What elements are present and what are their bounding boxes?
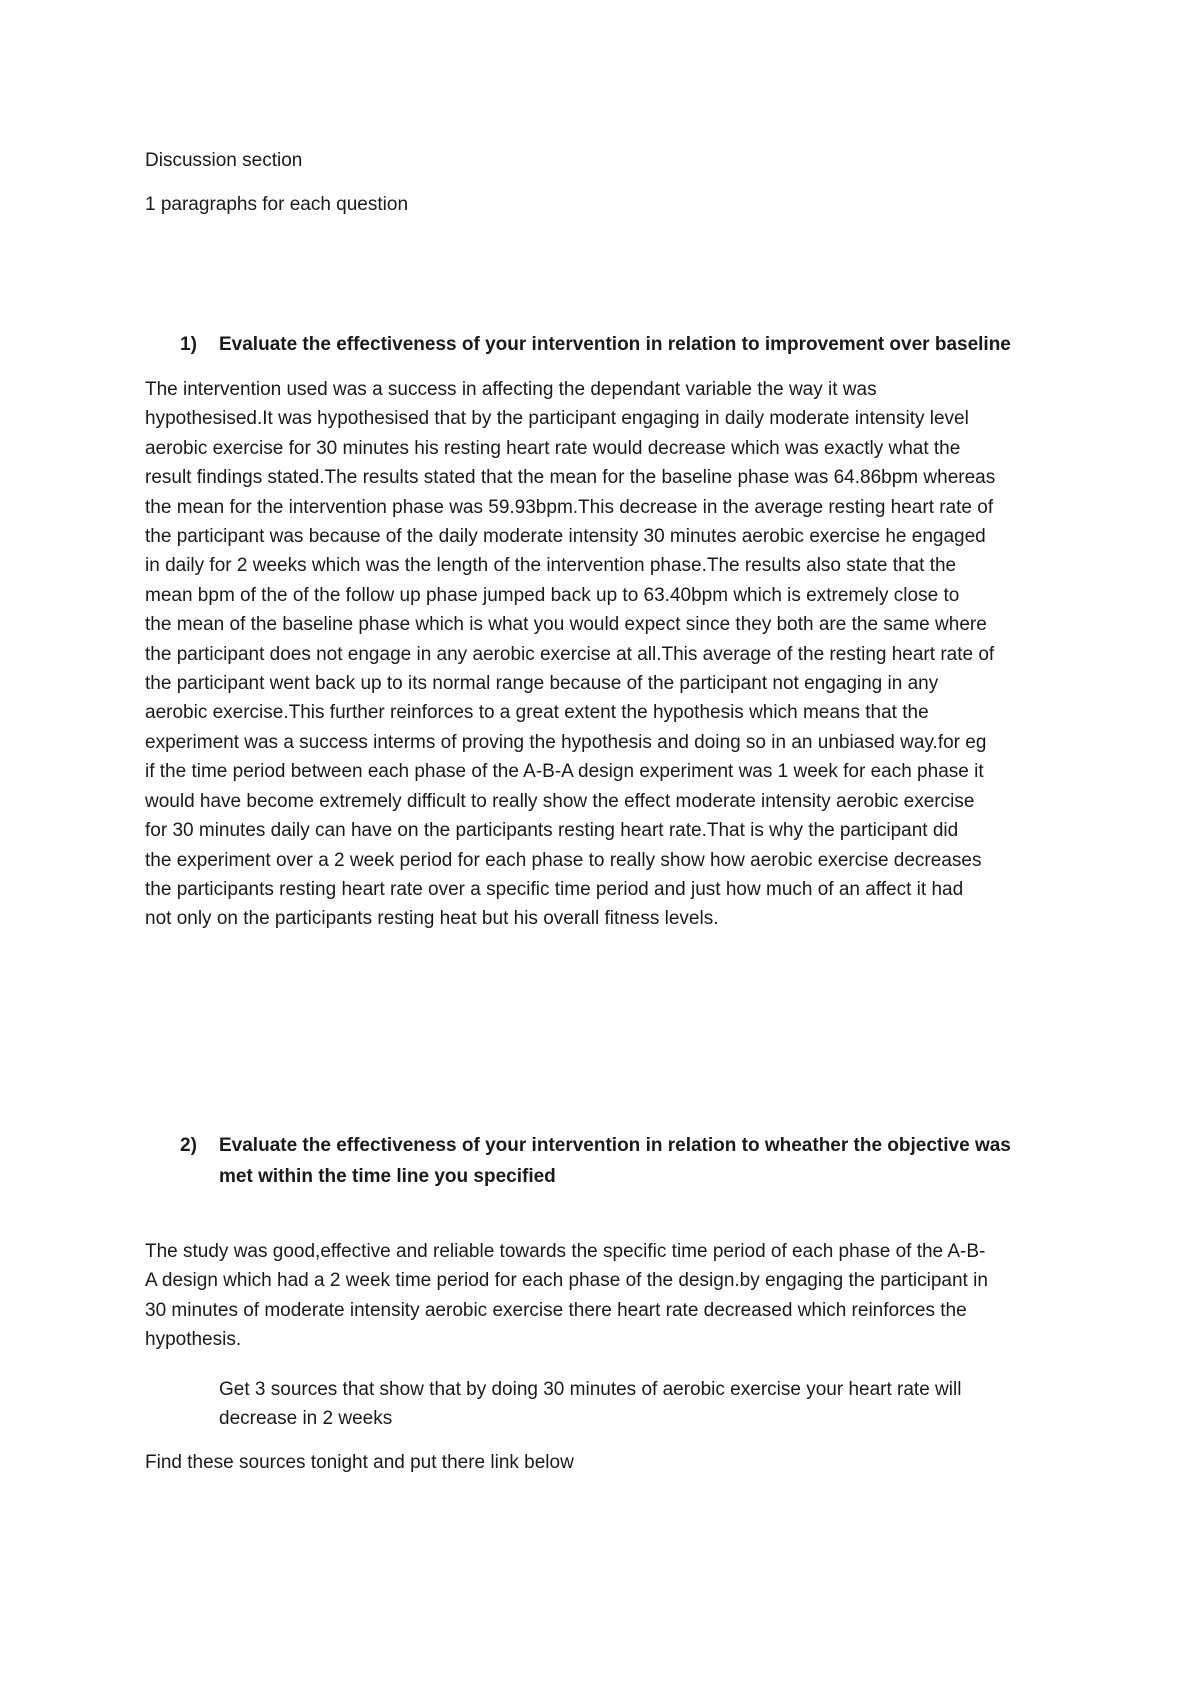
question-2-number: 2) [180,1135,197,1156]
paragraph-line: the mean of the baseline phase which is what you would expect since they both are the same where [145,614,987,636]
question-1-heading: Evaluate the effectiveness of your intervention in relation to improvement over baseline [219,334,1011,355]
paragraph-line: hypothesised.It was hypothesised that by the participant engaging in daily moderate intensity level [145,408,969,430]
paragraph-line: would have become extremely difficult to really show the effect moderate intensity aerobic exercise [145,790,975,812]
paragraph-line: not only on the participants resting heat but his overall fitness levels. [145,908,719,930]
paragraph-line: the experiment over a 2 week period for each phase to really show how aerobic exercise decreases [145,849,982,871]
paragraph-line: The study was good,effective and reliable towards the specific time period of each phase of the A-B- [145,1241,986,1262]
note-line: decrease in 2 weeks [219,1408,393,1429]
paragraph-line: hypothesis. [145,1329,242,1351]
paragraph-line: aerobic exercise for 30 minutes his resting heart rate would decrease which was exactly what the [145,437,961,459]
paragraph-line: the mean for the intervention phase was 59.93bpm.This decrease in the average resting heart rate of [145,496,994,518]
paragraph-line: 30 minutes of moderate intensity aerobic exercise there heart rate decreased which reinforces the [145,1299,967,1321]
question-1-number: 1) [180,334,197,355]
closing-line: Find these sources tonight and put there link below [145,1452,574,1473]
paragraph-line: in daily for 2 weeks which was the length of the intervention phase.The results also state that the [145,555,957,577]
question-2-paragraph [145,1237,1070,1355]
document-title: Discussion section [145,150,303,171]
question-1-paragraph [145,375,1070,934]
paragraph-line: experiment was a success interms of proving the hypothesis and doing so in an unbiased way.for eg [145,731,987,753]
paragraph-line: the participant went back up to its normal range because of the participant not engaging in any [145,673,939,695]
paragraph-line: for 30 minutes daily can have on the participants resting heart rate.That is why the participant did [145,820,959,842]
paragraph-line: the participant was because of the daily moderate intensity 30 minutes aerobic exercise he engaged [145,526,986,548]
document-subtitle: 1 paragraphs for each question [145,194,409,215]
paragraph-line: A design which had a 2 week time period for each phase of the design.by engaging the participant in [145,1270,988,1292]
sources-note [219,1375,1069,1433]
paragraph-line: if the time period between each phase of the A-B-A design experiment was 1 week for each phase it [145,761,984,783]
paragraph-line: the participants resting heart rate over a specific time period and just how much of an affect it had [145,878,964,900]
paragraph-line: The intervention used was a success in affecting the dependant variable the way it was [145,379,877,400]
paragraph-line: mean bpm of the of the follow up phase jumped back up to 63.40bpm which is extremely close to [145,584,960,606]
paragraph-line: aerobic exercise.This further reinforces to a great extent the hypothesis which means that the [145,702,929,724]
question-2-heading-line: met within the time line you specified [219,1166,556,1187]
paragraph-line: result findings stated.The results stated that the mean for the baseline phase was 64.86bpm whereas [145,467,996,489]
question-2-heading-line: Evaluate the effectiveness of your intervention in relation to wheather the objective was [219,1135,1011,1156]
note-line: Get 3 sources that show that by doing 30 minutes of aerobic exercise your heart rate will [219,1379,962,1400]
paragraph-line: the participant does not engage in any aerobic exercise at all.This average of the resting heart rate of [145,643,995,665]
